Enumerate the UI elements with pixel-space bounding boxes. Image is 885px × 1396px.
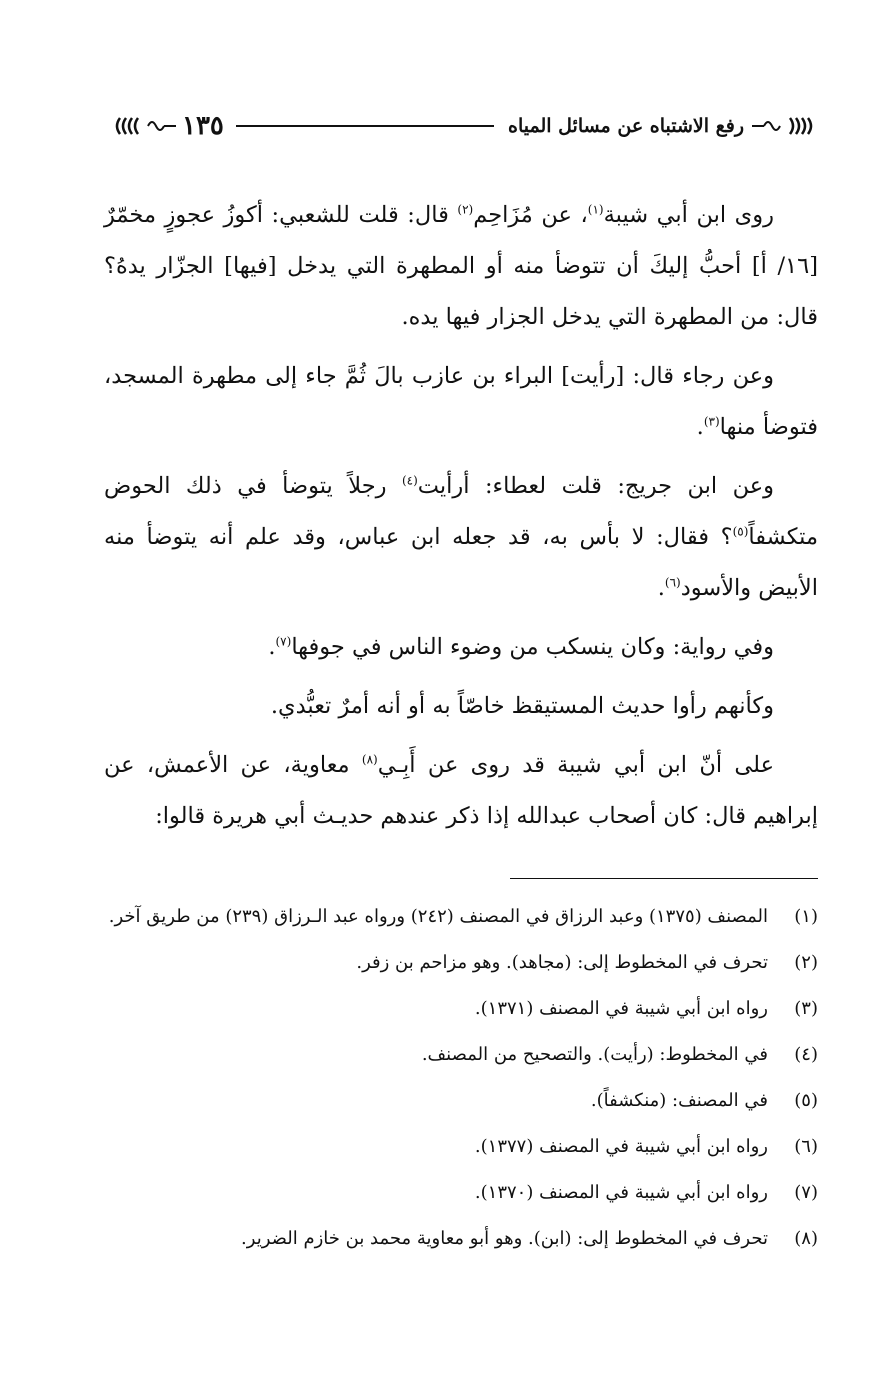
paragraph bbox=[104, 351, 818, 453]
footnote bbox=[104, 898, 818, 936]
paragraph-text: ؟ فقال: لا بأس به، قد جعله ابن عباس، وقد علم أنه يتوضأ منه الأبيض والأسود bbox=[104, 524, 818, 601]
footnote bbox=[104, 990, 818, 1028]
footnote bbox=[104, 1128, 818, 1166]
paragraph bbox=[104, 622, 818, 673]
running-header bbox=[108, 106, 820, 146]
footnote-number: (٥) bbox=[794, 1090, 818, 1111]
paragraph-text: وعن رجاء قال: [رأيت] البراء بن عازب بالَ ثُمَّ جاء إلى مطهرة المسجد، فتوضأ منها bbox=[104, 363, 818, 440]
footnote-number: (٧) bbox=[794, 1182, 818, 1203]
paragraph bbox=[104, 681, 818, 732]
footnote-text: تحرف في المخطوط إلى: (مجاهد). وهو مزاحم بن زفر. bbox=[356, 952, 768, 973]
footnote bbox=[104, 1220, 818, 1258]
footnote-number: (١) bbox=[794, 906, 818, 927]
paragraph-text: . bbox=[268, 634, 276, 660]
footnote-ref: (٢) bbox=[457, 202, 474, 217]
footnote-text: تحرف في المخطوط إلى: (ابن). وهو أبو معاوية محمد بن خازم الضرير. bbox=[241, 1228, 768, 1249]
paragraph-text: . bbox=[657, 575, 665, 601]
footnote-ref: (١) bbox=[587, 202, 604, 217]
footnote bbox=[104, 1174, 818, 1212]
running-title: رفع الاشتباه عن مسائل المياه bbox=[508, 115, 744, 137]
footnote-text: في المصنف: (منكشفاً). bbox=[590, 1090, 768, 1111]
footnote-number: (٢) bbox=[794, 952, 818, 973]
footnote-text: في المخطوط: (رأيت). والتصحيح من المصنف. bbox=[421, 1044, 768, 1065]
footnote-number: (٤) bbox=[794, 1044, 818, 1065]
footnote-ref: (٤) bbox=[401, 473, 418, 488]
paragraph bbox=[104, 740, 818, 842]
paragraph-text: روى ابن أبي شيبة bbox=[603, 202, 774, 228]
paragraph-text: وكأنهم رأوا حديث المستيقظ خاصّاً به أو أنه أمرٌ تعبُّدي. bbox=[270, 693, 774, 719]
paragraph-text: ، عن مُزَاحِم bbox=[473, 202, 588, 228]
main-text bbox=[104, 190, 818, 850]
footnote-text: رواه ابن أبي شيبة في المصنف (١٣٧١). bbox=[474, 998, 768, 1019]
paragraph bbox=[104, 190, 818, 343]
paragraph bbox=[104, 461, 818, 614]
header-rule bbox=[236, 125, 494, 127]
ornament-right-icon bbox=[750, 115, 820, 137]
footnote-number: (٦) bbox=[794, 1136, 818, 1157]
footnote-number: (٣) bbox=[794, 998, 818, 1019]
footnote bbox=[104, 1036, 818, 1074]
footnote bbox=[104, 1082, 818, 1120]
footnote bbox=[104, 944, 818, 982]
paragraph-text: رجلاً يتوضأ في ذلك الحوض متكشفاً bbox=[104, 473, 818, 550]
footnote-text: رواه ابن أبي شيبة في المصنف (١٣٧٠). bbox=[474, 1182, 768, 1203]
footnote-text: رواه ابن أبي شيبة في المصنف (١٣٧٧). bbox=[474, 1136, 768, 1157]
footnote-number: (٨) bbox=[794, 1228, 818, 1249]
footnote-ref: (٣) bbox=[703, 414, 720, 429]
footnote-ref: (٨) bbox=[361, 752, 378, 767]
paragraph-text: وعن ابن جريج: قلت لعطاء: أرأيت bbox=[417, 473, 775, 499]
footnote-ref: (٧) bbox=[275, 634, 292, 649]
ornament-left-icon bbox=[108, 115, 178, 137]
footnote-ref: (٥) bbox=[732, 524, 749, 539]
footnote-ref: (٦) bbox=[664, 575, 681, 590]
paragraph-text: معاوية، عن الأعمش، عن إبراهيم قال: كان أصحاب عبدالله إذا ذكر عندهم حديـث أبي هريرة قالوا: bbox=[104, 752, 818, 829]
paragraph-text: وفي رواية: وكان ينسكب من وضوء الناس في جوفها bbox=[291, 634, 774, 660]
paragraph-text: . bbox=[696, 414, 704, 440]
footnotes bbox=[104, 898, 818, 1266]
paragraph-text: قال: قلت للشعبي: أكوزُ عجوزٍ مخمّرٌ [١٦/ أ] أحبُّ إليكَ أن تتوضأ منه أو المطهرة التي يدخل [فيها] الجزّار يدهُ؟ قال: من المطهرة التي يدخل الجزار فيها يده. bbox=[104, 202, 818, 330]
page-number: ١٣٥ bbox=[182, 111, 224, 141]
footnote-text: المصنف (١٣٧٥) وعبد الرزاق في المصنف (٢٤٢) ورواه عبد الـرزاق (٢٣٩) من طريق آخر. bbox=[108, 906, 768, 927]
footnote-separator bbox=[510, 878, 818, 879]
paragraph-text: على أنّ ابن أبي شيبة قد روى عن أَبِـي bbox=[377, 752, 774, 778]
